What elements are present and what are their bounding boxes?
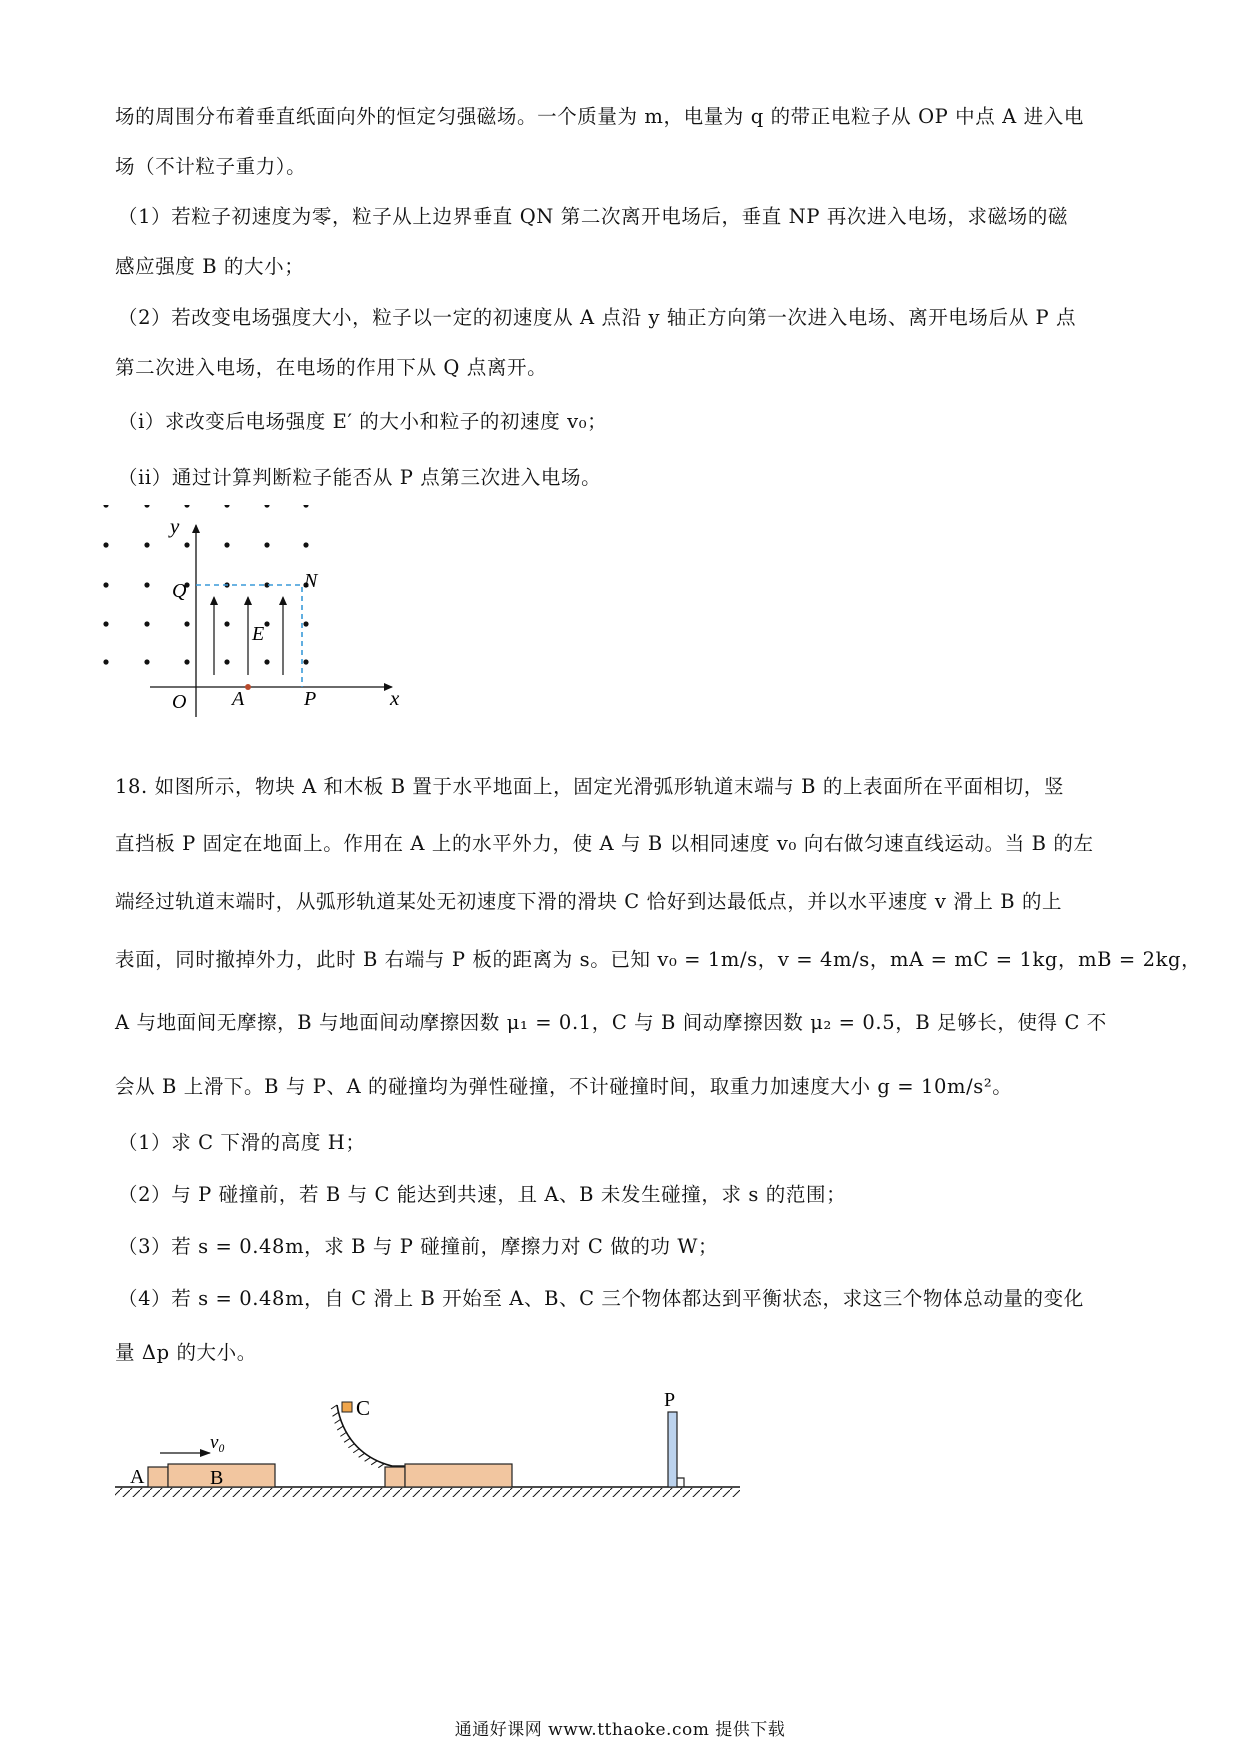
q17-part1-line-1: （1）若粒子初速度为零，粒子从上边界垂直 QN 第二次离开电场后，垂直 NP 再次进入电场，求磁场的磁 [118,205,1069,228]
field-dot [184,505,189,508]
track-hatch-mark [353,1449,359,1453]
field-dot [303,621,308,626]
field-dot [144,582,149,587]
field-dot [184,542,189,547]
q18-line-6: 会从 B 上滑下。B 与 P、A 的碰撞均为弹性碰撞，不计碰撞时间，取重力加速度大小 g = 10m/s²。 [115,1075,1013,1098]
q17-part2-line-1: （2）若改变电场强度大小，粒子以一定的初速度从 A 点沿 y 轴正方向第一次进入电场、离开电场后从 P 点 [118,306,1077,329]
track-hatch-mark [333,1412,339,1416]
label-x: x [390,686,400,710]
field-dot [103,582,108,587]
point-a-marker [245,684,251,690]
label-q: Q [172,580,187,602]
label-slider-c: C [356,1396,371,1420]
track-hatch-mark [344,1438,350,1442]
slider-c [342,1402,352,1412]
q18-part1: （1）求 C 下滑的高度 H； [118,1131,366,1154]
q18-part4-line-1: （4）若 s = 0.48m，自 C 滑上 B 开始至 A、B、C 三个物体都达到平衡状态，求这三个物体总动量的变化 [118,1287,1084,1310]
q18-line-3: 端经过轨道末端时，从弧形轨道某处无初速度下滑的滑块 C 恰好到达最低点，并以水平速度 v 滑上 B 的上 [115,890,1063,913]
field-boundary-dashed [196,585,302,687]
q18-line-2: 直挡板 P 固定在地面上。作用在 A 上的水平外力，使 A 与 B 以相同速度 v₀ 向右做匀速直线运动。当 B 的左 [115,832,1094,855]
track-hatch-mark [335,1419,341,1423]
field-dot [303,659,308,664]
block-a [148,1467,168,1487]
field-dot [264,542,269,547]
block-a-2 [385,1467,405,1487]
board-b-2 [405,1464,512,1487]
label-plate-p: P [664,1389,676,1411]
field-dot [264,505,269,508]
field-dot [184,659,189,664]
q17-line-2: 场（不计粒子重力）。 [115,155,307,178]
q17-sub-i: （i）求改变后电场强度 E′ 的大小和粒子的初速度 v₀； [118,410,608,433]
ground-hatch [115,1488,740,1497]
q18-mechanics-diagram [110,1380,750,1505]
q17-line-1: 场的周围分布着垂直纸面向外的恒定匀强磁场。一个质量为 m，电量为 q 的带正电粒子从 OP 中点 A 进入电 [115,105,1084,128]
field-dot [144,505,149,508]
label-o: O [172,691,187,713]
track-hatch-mark [378,1464,384,1468]
field-dot [184,621,189,626]
field-dot [224,505,229,508]
q18-part3: （3）若 s = 0.48m，求 B 与 P 碰撞前，摩擦力对 C 做的功 W； [118,1235,719,1258]
field-dot [103,542,108,547]
field-dot [103,505,108,508]
field-dot [264,659,269,664]
field-dot [103,659,108,664]
q18-line-4: 表面，同时撤掉外力，此时 B 右端与 P 板的距离为 s。已知 v₀ = 1m/s，v = 4m/s，mA = mC = 1kg，mB = 2kg， [115,948,1202,971]
label-p: P [304,688,317,710]
field-dot [224,659,229,664]
field-dot [303,542,308,547]
field-dot [224,542,229,547]
plate-p [668,1412,677,1487]
label-v0: v₀ [210,1432,226,1453]
track-hatch-mark [337,1426,343,1430]
field-dot [144,659,149,664]
track-hatch-mark [371,1461,377,1465]
label-board-b: B [210,1467,224,1489]
label-e: E [252,623,265,645]
track-hatch-mark [331,1405,337,1409]
field-dot [303,505,308,508]
q18-part4-line-2: 量 Δp 的大小。 [115,1341,257,1364]
field-dot [103,621,108,626]
track-hatch-mark [348,1444,354,1448]
q18-line-1: 18. 如图所示，物块 A 和木板 B 置于水平地面上，固定光滑弧形轨道末端与 B 的上表面所在平面相切，竖 [115,775,1065,798]
page-footer: 通通好课网 www.tthaoke.com 提供下载 [454,1720,786,1740]
field-dot [264,621,269,626]
q18-line-5: A 与地面间无摩擦，B 与地面间动摩擦因数 μ₁ = 0.1，C 与 B 间动摩擦因数 μ₂ = 0.5，B 足够长，使得 C 不 [115,1011,1107,1034]
field-dot [144,542,149,547]
field-dot [224,621,229,626]
q17-part1-line-2: 感应强度 B 的大小； [115,255,305,278]
label-block-a: A [130,1466,145,1488]
track-hatch-mark [359,1453,365,1457]
q17-field-diagram [100,505,420,760]
field-dot [144,621,149,626]
label-n: N [304,570,318,592]
q17-part2-line-2: 第二次进入电场，在电场的作用下从 Q 点离开。 [115,356,548,379]
q17-sub-ii: （ii）通过计算判断粒子能否从 P 点第三次进入电场。 [118,466,602,489]
track-hatch-mark [340,1432,346,1436]
label-a: A [232,688,245,710]
plate-p-base [677,1478,684,1487]
q18-part2: （2）与 P 碰撞前，若 B 与 C 能达到共速，且 A、B 未发生碰撞，求 s 的范围； [118,1183,847,1206]
label-y: y [170,514,180,538]
track-hatch-mark [365,1457,371,1461]
